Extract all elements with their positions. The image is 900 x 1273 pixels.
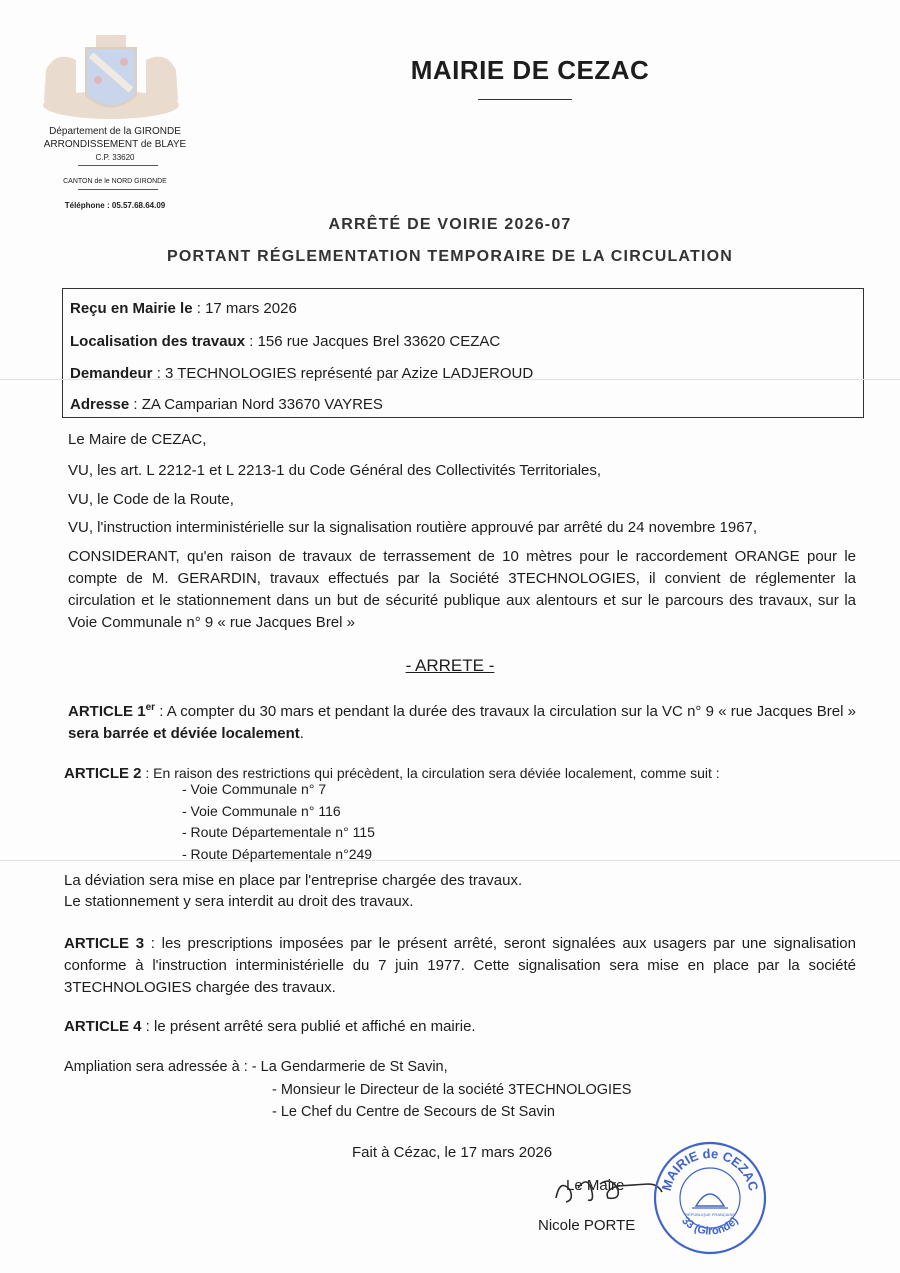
preamble-mayor: Le Maire de CEZAC, <box>68 431 207 448</box>
signatory-role: Le Maire <box>566 1177 625 1194</box>
decision-heading: - ARRETE - <box>405 656 495 675</box>
arrondissement-text: ARRONDISSEMENT de BLAYE <box>43 139 187 150</box>
preamble-vu-1: VU, les art. L 2212-1 et L 2213-1 du Code Général des Collectivités Territoriales, <box>68 462 602 479</box>
arrete-title-line2: PORTANT RÉGLEMENTATION TEMPORAIRE DE LA CIRCULATION <box>166 248 734 265</box>
stamp-bottom-text: 33 (Gironde) <box>679 1214 741 1238</box>
deviation-note: La déviation sera mise en place par l'entreprise chargée des travaux. <box>64 872 523 889</box>
address-label: Adresse <box>70 396 130 413</box>
telephone-text: Téléphone : 05.57.68.64.09 <box>64 201 166 210</box>
canton-text: CANTON de le NORD GIRONDE <box>63 178 167 185</box>
title-underline <box>478 99 572 100</box>
article-3-label: ARTICLE 3 <box>64 935 145 952</box>
postal-code-text: C.P. 33620 <box>95 153 135 162</box>
article-1-sup: er <box>145 702 156 713</box>
ampliation-intro: Ampliation sera adressée à : - La Gendarmerie de St Savin, <box>64 1059 448 1075</box>
article-4-label: ARTICLE 4 <box>64 1018 142 1035</box>
received-label: Reçu en Mairie le <box>70 300 193 317</box>
ampliation-recipient: - Le Chef du Centre de Secours de St Savin <box>272 1104 555 1120</box>
requester-value: : 3 TECHNOLOGIES représenté par Azize LADJEROUD <box>152 365 534 382</box>
route-item: - Route Départementale n°249 <box>182 846 373 862</box>
location-value: : 156 rue Jacques Brel 33620 CEZAC <box>245 333 501 350</box>
article-2-text: : En raison des restrictions qui précèdent, la circulation sera déviée localement, comme suit : <box>141 765 720 781</box>
header-divider <box>78 165 158 166</box>
location-row <box>70 333 500 350</box>
article-1 <box>68 697 856 745</box>
department-text: Département de la GIRONDE <box>49 126 181 137</box>
preamble-vu-3: VU, l'instruction interministérielle sur la signalisation routière approuvé par arrêté du 24 novembre 1967, <box>68 519 758 536</box>
stamp-top-text: MAIRIE de CEZAC <box>658 1145 762 1193</box>
place-date: Fait à Cézac, le 17 mars 2026 <box>352 1144 553 1161</box>
article-2 <box>64 762 720 785</box>
article-1-text: : A compter du 30 mars et pendant la durée des travaux la circulation sur la VC n° 9 « rue Jacques Brel » <box>155 703 856 720</box>
handwritten-signature <box>548 1170 668 1210</box>
article-4-text: : le présent arrêté sera publié et affiché en mairie. <box>141 1018 476 1035</box>
page-title: MAIRIE DE CEZAC <box>410 55 650 85</box>
requester-row <box>70 365 533 382</box>
route-item: - Route Départementale n° 115 <box>182 824 375 840</box>
arrete-title-line1: ARRÊTÉ DE VOIRIE 2026-07 <box>328 216 572 233</box>
svg-text:33 (Gironde) <box>679 1215 741 1238</box>
address-value: : ZA Camparian Nord 33670 VAYRES <box>129 396 383 413</box>
stamp-center-text: RÉPUBLIQUE FRANÇAISE <box>685 1212 735 1217</box>
official-stamp <box>652 1140 768 1256</box>
article-4 <box>64 1016 476 1038</box>
signatory-name: Nicole PORTE <box>538 1217 636 1234</box>
requester-label: Demandeur <box>70 365 153 382</box>
address-row <box>70 396 383 413</box>
location-label: Localisation des travaux <box>70 333 246 350</box>
parking-note: Le stationnement y sera interdit au droit des travaux. <box>64 893 414 910</box>
considerant-paragraph: CONSIDERANT, qu'en raison de travaux de terrassement de 10 mètres pour le raccordement ORANGE pour le compte de M. GERARDIN, travaux effectués par la Société 3TECHNOLOGIES, il convient de réglementer la circulation et le stationnement dans un but de sécurité publique aux alentours et sur le parcours des travaux, sur la Voie Communale n° 9 « rue Jacques Brel » <box>68 548 856 631</box>
header-divider-2 <box>78 189 158 190</box>
route-item: - Voie Communale n° 116 <box>182 803 341 819</box>
municipal-crest <box>36 30 186 125</box>
preamble-vu-2: VU, le Code de la Route, <box>68 491 234 508</box>
svg-text:MAIRIE de CEZAC <box>659 1146 762 1193</box>
article-1-emphasis: sera barrée et déviée localement <box>68 725 300 742</box>
article-3-text: : les prescriptions imposées par le présent arrêté, seront signalées aux usagers par une signalisation conforme à l'instruction interministérielle du 7 juin 1977. Cette signalisation sera mise en place par la société 3TECHNOLOGIES chargée des travaux. <box>64 935 856 996</box>
article-3 <box>64 933 856 999</box>
article-1-label: ARTICLE 1 <box>68 703 146 720</box>
received-row <box>70 300 297 317</box>
ampliation-recipient: - Monsieur le Directeur de la société 3TECHNOLOGIES <box>272 1082 632 1098</box>
scan-line <box>0 860 900 861</box>
article-2-label: ARTICLE 2 <box>64 765 142 782</box>
received-value: : 17 mars 2026 <box>192 300 297 317</box>
route-item: - Voie Communale n° 7 <box>182 781 327 797</box>
article-1-end: . <box>299 725 304 742</box>
